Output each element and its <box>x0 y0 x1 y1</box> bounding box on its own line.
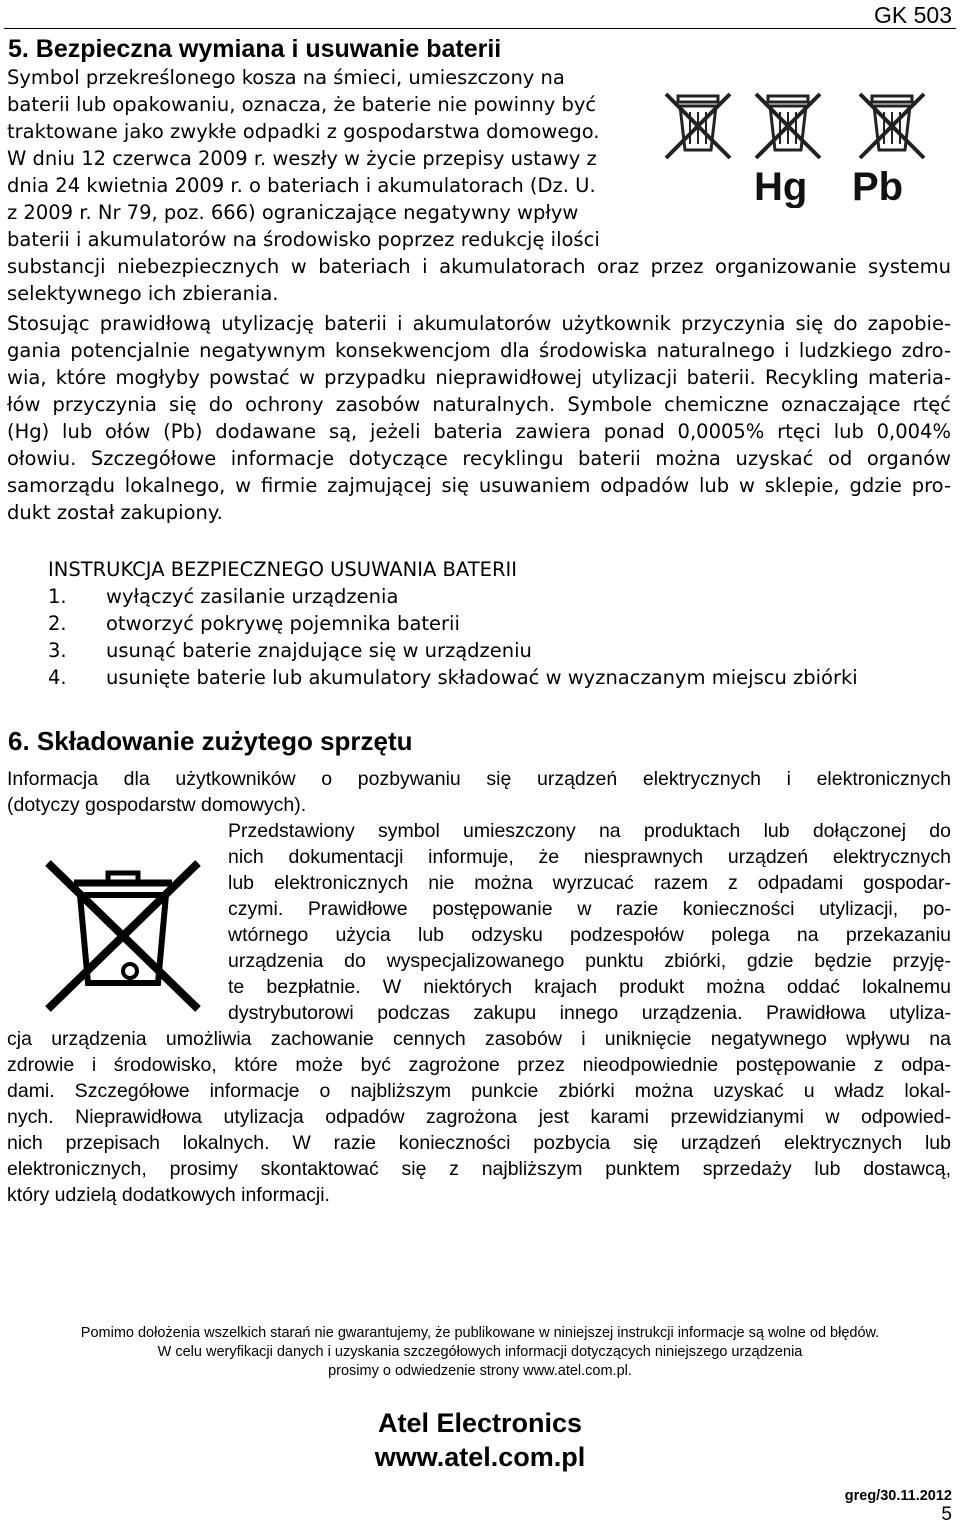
instruction-text: wyłączyć zasilanie urządzenia <box>106 585 399 608</box>
header-rule <box>4 28 956 29</box>
paragraph-line: traktowane jako zwykłe odpadki z gospodarstwa domowego. <box>7 120 600 143</box>
page-number: 5 <box>941 1504 952 1525</box>
crossed-bin-icon <box>666 94 730 158</box>
paragraph-line: Przedstawiony symbol umieszczony na produktach lub dołączonej do <box>228 820 951 842</box>
paragraph-line: wia, które mogłyby powstać w przypadku nieprawidłowej utylizacji baterii. Recykling materia- <box>7 366 951 389</box>
company-website[interactable]: www.atel.com.pl <box>374 1442 586 1472</box>
section-6-title: 6. Składowanie zużytego sprzętu <box>8 726 413 756</box>
instruction-number: 1. <box>48 585 67 608</box>
paragraph-line: selektywnego ich zbierania. <box>7 282 279 305</box>
paragraph-line: nich dokumentacji informuje, że niesprawnych urządzeń elektrycznych <box>228 846 951 868</box>
weee-bin-icon <box>38 853 208 1019</box>
instruction-item <box>48 583 398 610</box>
instruction-text: otworzyć pokrywę pojemnika baterii <box>106 612 460 635</box>
paragraph-line: samorządu lokalnego, w firmie zajmującej się usuwaniem odpadów lub w sklepie, gdzie pro- <box>7 474 951 497</box>
paragraph-line: cja urządzenia umożliwia zachowanie cennych zasobów i uniknięcie negatywnego wpływu na <box>7 1028 951 1050</box>
paragraph-line: z 2009 r. Nr 79, poz. 666) ograniczające negatywny wpływ <box>7 201 579 224</box>
disclaimer-line: Pomimo dołożenia wszelkich starań nie gwarantujemy, że publikowane w niniejszej instrukcji informacje są wolne od błędów. <box>80 1325 880 1341</box>
instruction-number: 3. <box>48 639 67 662</box>
paragraph-line: łów przyczynia się do ochrony zasobów naturalnych. Symbole chemiczne oznaczające rtęć <box>7 393 951 416</box>
paragraph-line: dystrybutorowi podczas zakupu innego urządzenia. Prawidłowa utyliza- <box>228 1002 951 1024</box>
instruction-item <box>48 637 532 664</box>
paragraph-line: substancji niebezpiecznych w bateriach i akumulatorach oraz przez organizowanie systemu <box>7 255 951 278</box>
instruction-text: usunięte baterie lub akumulatory składować w wyznaczanym miejscu zbiórki <box>106 666 858 689</box>
model-number: GK 503 <box>874 2 952 28</box>
crossed-bin-hg-icon <box>756 94 820 158</box>
company-name: Atel Electronics <box>377 1408 583 1438</box>
paragraph-line: który udzielą dodatkowych informacji. <box>7 1184 330 1206</box>
hg-label: Hg <box>754 165 808 208</box>
document-date: greg/30.11.2012 <box>844 1488 952 1504</box>
paragraph-line: dami. Szczegółowe informacje o najbliższym punkcie zbiórki można uzyskać u władz lokal- <box>7 1080 951 1102</box>
instruction-item <box>48 664 858 691</box>
paragraph-line: baterii i akumulatorów na środowisko poprzez redukcję ilości <box>7 228 600 251</box>
paragraph-line: Symbol przekreślonego kosza na śmieci, umieszczony na <box>7 66 565 89</box>
paragraph-line: zdrowie i środowisko, które może być zagrożone przez nieodpowiednie postępowanie z odpa- <box>7 1054 951 1076</box>
section-5-title: 5. Bezpieczna wymiana i usuwanie baterii <box>8 35 502 63</box>
pb-label: Pb <box>852 165 904 208</box>
paragraph-line: baterii lub opakowaniu, oznacza, że baterie nie powinny być <box>7 93 597 116</box>
instruction-item <box>48 610 460 637</box>
paragraph-line: wtórnego użycia lub odzysku podzespołów polega na przekazaniu <box>228 924 951 946</box>
instruction-number: 4. <box>48 666 67 689</box>
paragraph-line: urządzenia do wyspecjalizowanego punktu zbiórki, gdzie będzie przyję- <box>228 950 951 972</box>
crossed-bin-symbols <box>656 92 948 208</box>
paragraph-line: nych. Nieprawidłowa utylizacja odpadów zagrożona jest karami przewidzianymi w odpowied- <box>7 1106 951 1128</box>
instructions-title: INSTRUKCJA BEZPIECZNEGO USUWANIA BATERII <box>48 558 517 581</box>
paragraph-line: Stosując prawidłową utylizację baterii i akumulatorów użytkownik przyczynia się do zapobie- <box>7 312 951 335</box>
paragraph-line: W dniu 12 czerwca 2009 r. weszły w życie przepisy ustawy z <box>7 147 597 170</box>
intro-line: Informacja dla użytkowników o pozbywaniu się urządzeń elektrycznych i elektronicznych <box>7 768 951 790</box>
crossed-bin-pb-icon <box>860 94 924 158</box>
disclaimer-line: prosimy o odwiedzenie strony www.atel.com.pl. <box>328 1363 632 1379</box>
paragraph-line: elektronicznych, prosimy skontaktować się z najbliższym punktem sprzedaży lub dostawcą, <box>7 1158 951 1180</box>
paragraph-line: gania potencjalnie negatywnym konsekwencjom dla środowiska naturalnego i ludzkiego zdro- <box>7 339 951 362</box>
disclaimer-line: W celu weryfikacji danych i uzyskania szczegółowych informacji dotyczących niniejszego urządzenia <box>157 1344 803 1360</box>
paragraph-line: nich przepisach lokalnych. W razie konieczności pozbycia się urządzeń elektrycznych lub <box>7 1132 951 1154</box>
paragraph-line: lub elektronicznych nie można wyrzucać razem z odpadami gospodar- <box>228 872 951 894</box>
paragraph-line: czymi. Prawidłowe postępowanie w razie konieczności utylizacji, po- <box>228 898 951 920</box>
paragraph-line: dnia 24 kwietnia 2009 r. o bateriach i akumulatorach (Dz. U. <box>7 174 596 197</box>
instruction-number: 2. <box>48 612 67 635</box>
intro-line: (dotyczy gospodarstw domowych). <box>7 794 307 816</box>
paragraph-line: ołowiu. Szczegółowe informacje dotyczące recyklingu baterii można uzyskać od organów <box>7 447 951 470</box>
paragraph-line: dukt został zakupiony. <box>7 501 223 524</box>
paragraph-line: (Hg) lub ołów (Pb) dodawane są, jeżeli bateria zawiera ponad 0,0005% rtęci lub 0,004% <box>7 420 951 443</box>
paragraph-line: te bezpłatnie. W niektórych krajach produkt można oddać lokalnemu <box>228 976 951 998</box>
instruction-text: usunąć baterie znajdujące się w urządzeniu <box>106 639 532 662</box>
